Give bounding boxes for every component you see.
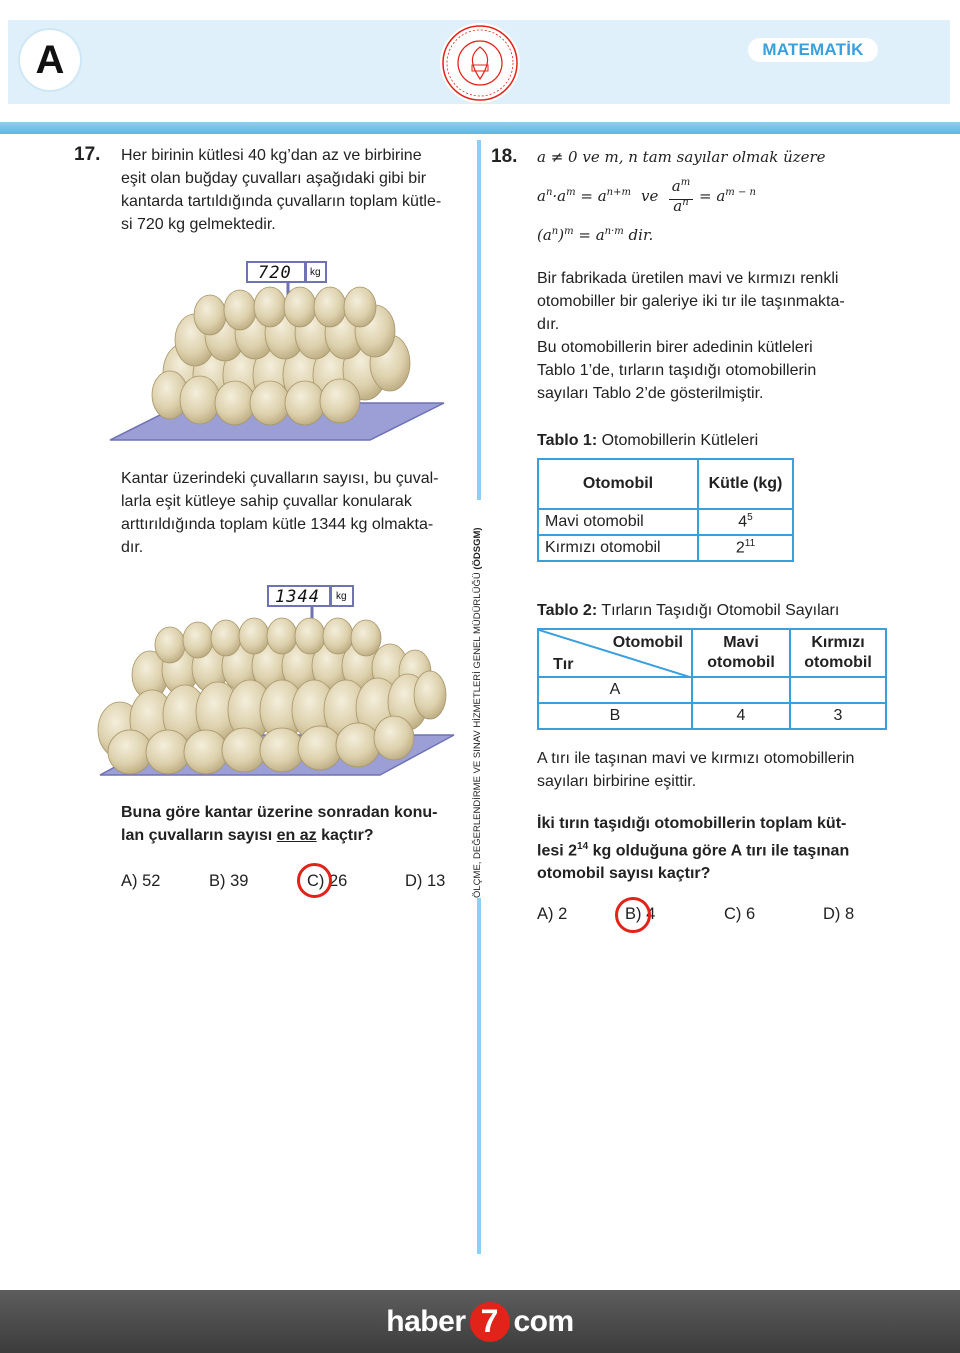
table-row: [538, 703, 886, 729]
table-cell: B: [538, 703, 692, 729]
question-17-number: 17.: [74, 144, 101, 165]
ministry-seal-logo: [440, 23, 520, 103]
vertical-publisher-text: ÖLÇME, DEĞERLENDİRME VE SINAV HİZMETLERİ GENEL MÜDÜRLÜĞÜ (ÖDSGM): [472, 527, 483, 898]
table-2-header: Kırmızı otomobil: [790, 629, 886, 677]
q17-option-c[interactable]: C) 26: [307, 872, 348, 890]
exponent-rule-formula: $a^n\cdot a^m = a^{n+m}$ ve $a^m$ $a^n$ = $a^{m - n}$: [537, 177, 756, 215]
table-2-corner-header: Otomobil Tır: [538, 629, 692, 677]
table-1-masses: [537, 458, 794, 562]
table-cell: [692, 677, 790, 703]
question-17-intro: Her birinin kütlesi 40 kg’dan az ve birbirine eşit olan buğday çuvalları aşağıdaki gibi bir kantarda tartıldığında çuvalların toplam kütle- si 720 kg gelmektedir.: [121, 147, 442, 233]
booklet-letter: A: [20, 30, 80, 90]
q17-option-a[interactable]: A) 52: [121, 872, 161, 890]
scale-with-sacks-720: [100, 255, 450, 445]
q17-option-b[interactable]: B) 39: [209, 872, 249, 890]
question-18-note: A tırı ile taşınan mavi ve kırmızı otomobillerin sayıları birbirine eşittir.: [537, 750, 855, 790]
q18-option-a[interactable]: A) 2: [537, 905, 568, 923]
question-18-number: 18.: [491, 146, 518, 167]
table-row: [538, 677, 886, 703]
table-2-counts: [537, 628, 887, 730]
question-17-prompt: Buna göre kantar üzerine sonradan konu- lan çuvalların sayısı en az kaçtır?: [121, 804, 438, 844]
table-1-header: Otomobil: [538, 459, 698, 509]
scale-1-display: 720: [246, 261, 306, 283]
seal-icon: [440, 23, 520, 103]
question-18-prompt: İki tırın taşıdığı otomobillerin toplam küt- lesi $2^{14}$ kg olduğuna göre A tırı ile taşınan otomobil sayısı kaçtır?: [537, 815, 850, 883]
scale-with-sacks-1344: [90, 580, 460, 780]
column-divider: [477, 140, 481, 500]
answer-mark-circle: [297, 863, 332, 898]
table-1-header: Kütle (kg): [698, 459, 793, 509]
q18-option-c[interactable]: C) 6: [724, 905, 756, 923]
table-cell: Mavi otomobil: [538, 509, 698, 535]
table-cell: $4^5$: [698, 509, 793, 535]
table-1-caption: Tablo 1: Otomobillerin Kütleleri: [537, 432, 759, 449]
sack-pile: [98, 618, 446, 774]
table-cell: $2^{11}$: [698, 535, 793, 561]
table-cell: A: [538, 677, 692, 703]
table-2-caption: Tablo 2: Tırların Taşıdığı Otomobil Sayıları: [537, 602, 840, 619]
table-cell: 3: [790, 703, 886, 729]
question-18-premise: a ≠ 0 ve m, n tam sayılar olmak üzere: [537, 148, 826, 166]
table-cell: [790, 677, 886, 703]
q17-option-d[interactable]: D) 13: [405, 872, 446, 890]
scale-2-display: 1344: [267, 585, 331, 607]
table-cell: 4: [692, 703, 790, 729]
scale-1-unit-box: kg: [305, 261, 327, 283]
table-row: [538, 509, 793, 535]
subject-label: MATEMATİK: [748, 38, 878, 62]
header-rule: [0, 122, 960, 134]
table-row: [538, 535, 793, 561]
question-17-middle-text: Kantar üzerindeki çuvalların sayısı, bu çuval- larla eşit kütleye sahip çuvallar konularak arttırıldığında toplam kütle 1344 kg olmakta- dır.: [121, 470, 439, 556]
question-18-body: Bir fabrikada üretilen mavi ve kırmızı renkli otomobiller bir galeriye iki tır ile taşınmakta- dır. Bu otomobillerin birer adedinin kütleleri Tablo 1’de, tırların taşıdığı otomobillerin sayıları Tablo 2’de gösterilmiştir.: [537, 270, 845, 402]
table-cell: Kırmızı otomobil: [538, 535, 698, 561]
q18-option-d[interactable]: D) 8: [823, 905, 855, 923]
table-2-header: Mavi otomobil: [692, 629, 790, 677]
scale-2-unit-box: kg: [330, 585, 354, 607]
column-divider: [477, 898, 481, 1254]
power-rule-formula: $(a^n)^m = a^{n\cdot m}$ dir.: [537, 226, 654, 244]
haber7-logo[interactable]: haber 7 com: [0, 1290, 960, 1353]
q18-option-b[interactable]: B) 4: [625, 905, 656, 923]
answer-mark-circle: [615, 897, 651, 933]
seven-badge-icon: 7: [470, 1302, 510, 1342]
